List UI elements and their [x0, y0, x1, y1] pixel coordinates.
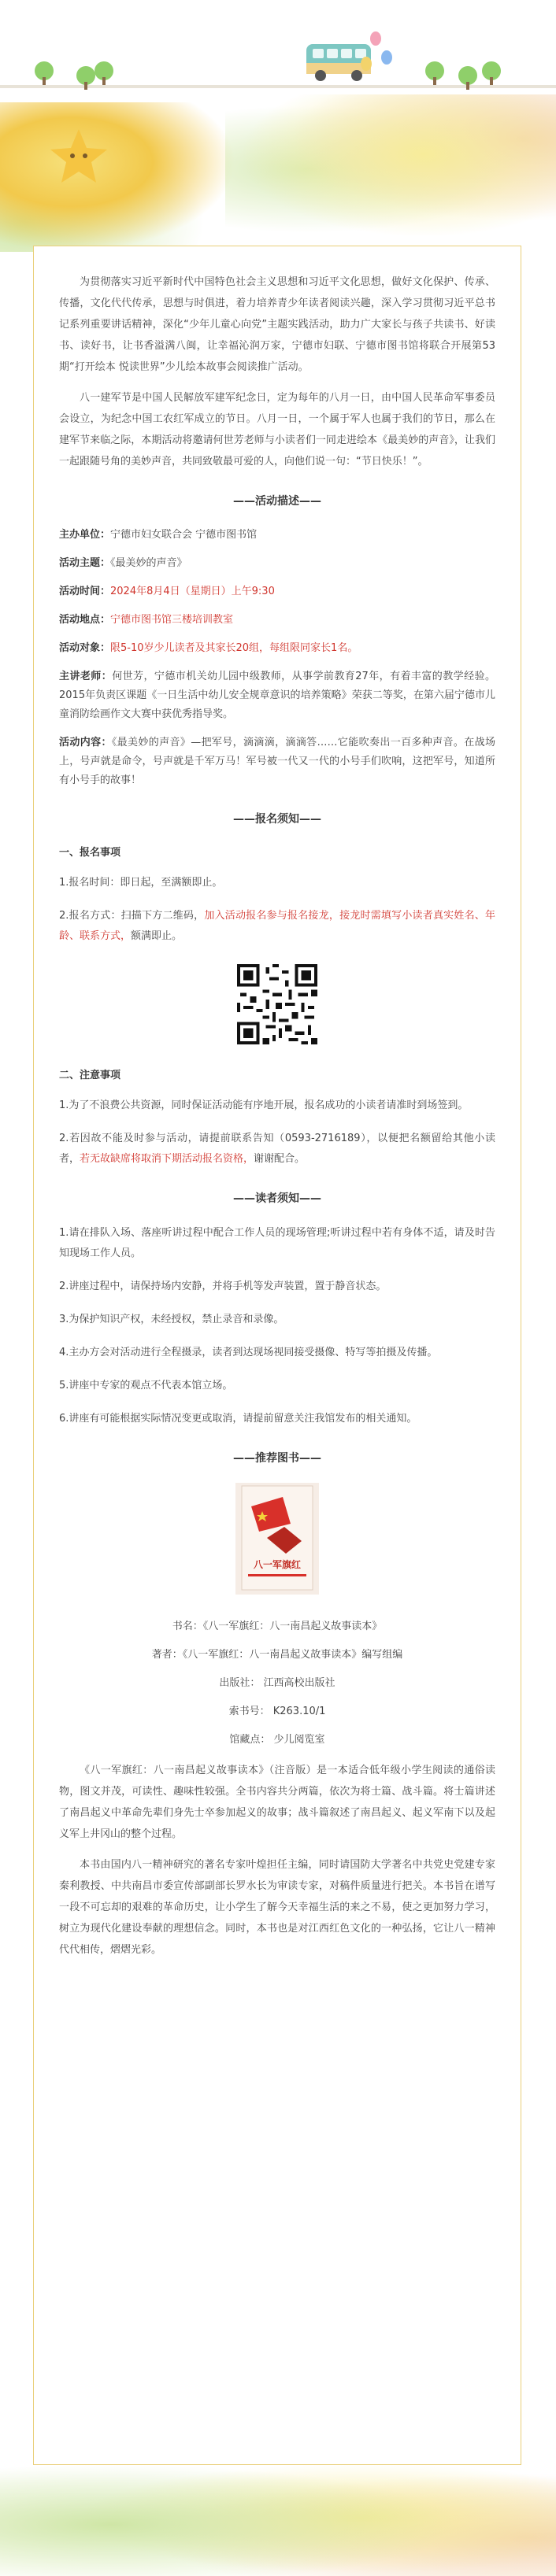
note-text: 谢谢配合。	[254, 1153, 306, 1165]
time-row	[59, 582, 495, 601]
book-title: 书名：《八一军旗红：八一南昌起义故事读本》	[172, 1621, 383, 1632]
note-item	[59, 1129, 495, 1170]
time-value: 2024年8月4日（星期日）上午9:30	[110, 586, 275, 597]
section-title-activity: ——活动描述——	[233, 495, 321, 508]
book-location: 馆藏点： 少儿阅览室	[229, 1734, 325, 1746]
intro-paragraph: 八一建军节是中国人民解放军建军纪念日，定为每年的八月一日，由中国人民革命军事委员会设立，为纪念中国工农红军成立的节日。八月一日，一个属于军人也属于我们的节日，那么在建军节来临之际，本期活动将邀请何世芳老师与小读者们一同走进绘本《最美妙的声音》，让我们一起跟随号角的美妙声音，共同致敬最可爱的人，向他们说一句：“节日快乐！”。	[59, 392, 495, 468]
content-row	[59, 734, 495, 790]
book-description: 本书由国内八一精神研究的著名专家叶煌担任主编，同时请国防大学著名中共党史党建专家秦利教授、中共南昌市委宣传部副部长罗水长为审读专家，对稿件质量进行把关。本书旨在谱写一段不可忘却的艰难的革命历史，让小学生了解今天幸福生活的来之不易，使之更加努力学习，树立为现代化建设奉献的理想信念。同时，本书也是对江西红色文化的一种弘扬，它让八一精神代代相传，熠熠光彩。	[59, 1859, 495, 1956]
place-row	[59, 611, 495, 630]
tree-icon	[457, 66, 479, 90]
signup-method-text: 额满即止。	[131, 930, 183, 942]
notes-subheading: 二、注意事项	[59, 1070, 121, 1081]
tree-icon	[480, 61, 502, 85]
reader-rule: 2.讲座过程中，请保持场内安静，并将手机等发声装置，置于静音状态。	[59, 1281, 387, 1292]
book-cover-title: 八一军旗红	[253, 1559, 302, 1570]
section-title-signup: ——报名须知——	[233, 813, 321, 826]
book-description: 《八一军旗红：八一南昌起义故事读本》（注音版）是一本适合低年级小学生阅读的通俗读物，图文并茂，可读性、趣味性较强。全书内容共分两篇，依次为将士篇、战斗篇。将士篇讲述了南昌起义中革命先辈们身先士卒参加起义的故事；战斗篇叙述了南昌起义、起义军南下以及起义军上井冈山的整个过程。	[59, 1765, 495, 1840]
balloon-icon	[381, 50, 392, 65]
qr-code[interactable]	[237, 964, 317, 1044]
signup-method-highlight: 加入活动报名参与报名接龙，接龙时需填写小读者真实姓名、年龄、联系方式，	[59, 910, 495, 942]
tree-icon	[93, 61, 115, 85]
signup-method	[59, 906, 495, 947]
time-label: 活动时间：	[59, 586, 111, 597]
reader-rule: 5.讲座中专家的观点不代表本馆立场。	[59, 1380, 233, 1391]
speaker-row	[59, 667, 495, 724]
note-text: 2.若因故不能及时参与活动，请提前联系告知（0593-2716189），以便把名额留给其他小读者，	[59, 1133, 495, 1165]
section-title-book: ——推荐图书——	[233, 1452, 321, 1465]
reader-rule: 1.请在排队入场、落座听讲过程中配合工作人员的现场管理;听讲过程中若有身体不适，请及时告知现场工作人员。	[59, 1227, 495, 1259]
note-highlight: 若无故缺席将取消下期活动报名资格，	[80, 1153, 254, 1165]
signup-subheading: 一、报名事项	[59, 847, 121, 859]
host-value: 宁德市妇女联合会 宁德市图书馆	[110, 529, 258, 541]
topic-row	[59, 554, 495, 573]
balloon-icon	[361, 57, 372, 71]
content-label: 活动内容：	[59, 737, 112, 748]
signup-method-text: 2.报名方式：扫描下方二维码，	[59, 910, 205, 922]
target-row	[59, 639, 495, 658]
tree-icon	[33, 61, 55, 85]
content-value: 《最美妙的声音》—把军号，滴滴滴，滴滴答……它能吹奏出一百多种声音。在战场上，号声就是命令，号声就是千军万马！军号被一代又一代的小号手们吹响，这把军号，知道所有小号手的故事！	[59, 737, 495, 786]
watercolor-splash-footer	[0, 2448, 556, 2576]
watercolor-splash	[225, 94, 556, 244]
book-call-number: 索书号： K263.10/1	[228, 1706, 326, 1717]
host-label: 主办单位：	[59, 529, 111, 541]
reader-rule: 4.主办方会对活动进行全程摄录，读者到达现场视同接受摄像、特写等拍摄及传播。	[59, 1347, 438, 1358]
balloon-icon	[370, 31, 381, 46]
book-author: 著者：《八一军旗红：八一南昌起义故事读本》编写组编	[151, 1649, 403, 1661]
place-value: 宁德市图书馆三楼培训教室	[110, 614, 234, 626]
place-label: 活动地点：	[59, 614, 111, 626]
host-row	[59, 526, 495, 545]
content-card	[33, 246, 521, 2465]
target-label: 活动对象：	[59, 642, 111, 654]
watercolor-splash	[0, 102, 236, 252]
star-sun-icon	[47, 126, 110, 189]
tree-icon	[424, 61, 446, 85]
book-cover-image	[235, 1483, 319, 1595]
target-value: 限5-10岁少儿读者及其家长20组，每组限同家长1名。	[110, 642, 358, 654]
topic-value: 《最美妙的声音》	[110, 557, 187, 569]
header-illustration	[0, 0, 556, 110]
reader-rule: 6.讲座有可能根据实际情况变更或取消，请提前留意关注我馆发布的相关通知。	[59, 1413, 417, 1425]
intro-paragraph: 为贯彻落实习近平新时代中国特色社会主义思想和习近平文化思想，做好文化保护、传承、传播，文化代代传承，思想与时俱进，着力培养青少年读者阅读兴趣，深入学习贯彻习近平总书记系列重要讲话精神，深化“少年儿童心向党”主题实践活动，助力广大家长与孩子共读书、好读书、读好书，让书香溢满八闽，让幸福沁润万家，宁德市妇联、宁德市图书馆将联合开展第53期“打开绘本 悦读世界”少儿绘本故事会阅读推广活动。	[59, 276, 495, 373]
speaker-label: 主讲老师：	[59, 671, 113, 682]
reader-rule: 3.为保护知识产权，未经授权，禁止录音和录像。	[59, 1314, 284, 1325]
speaker-value: 何世芳，宁德市机关幼儿园中级教师，从事学前教育27年，有着丰富的教学经验。2015年负责区课题《一日生活中幼儿安全规章意识的培养策略》荣获二等奖，在第六届宁德市儿童消防绘画作文大赛中获优秀指导奖。	[59, 671, 495, 720]
signup-time: 1.报名时间：即日起，至满额即止。	[59, 877, 223, 889]
topic-label: 活动主题：	[59, 557, 111, 569]
note-item: 1.为了不浪费公共资源，同时保证活动能有序地开展，报名成功的小读者请准时到场签到。	[59, 1100, 469, 1111]
book-publisher: 出版社： 江西高校出版社	[219, 1677, 335, 1689]
section-title-reader: ——读者须知——	[233, 1192, 321, 1205]
